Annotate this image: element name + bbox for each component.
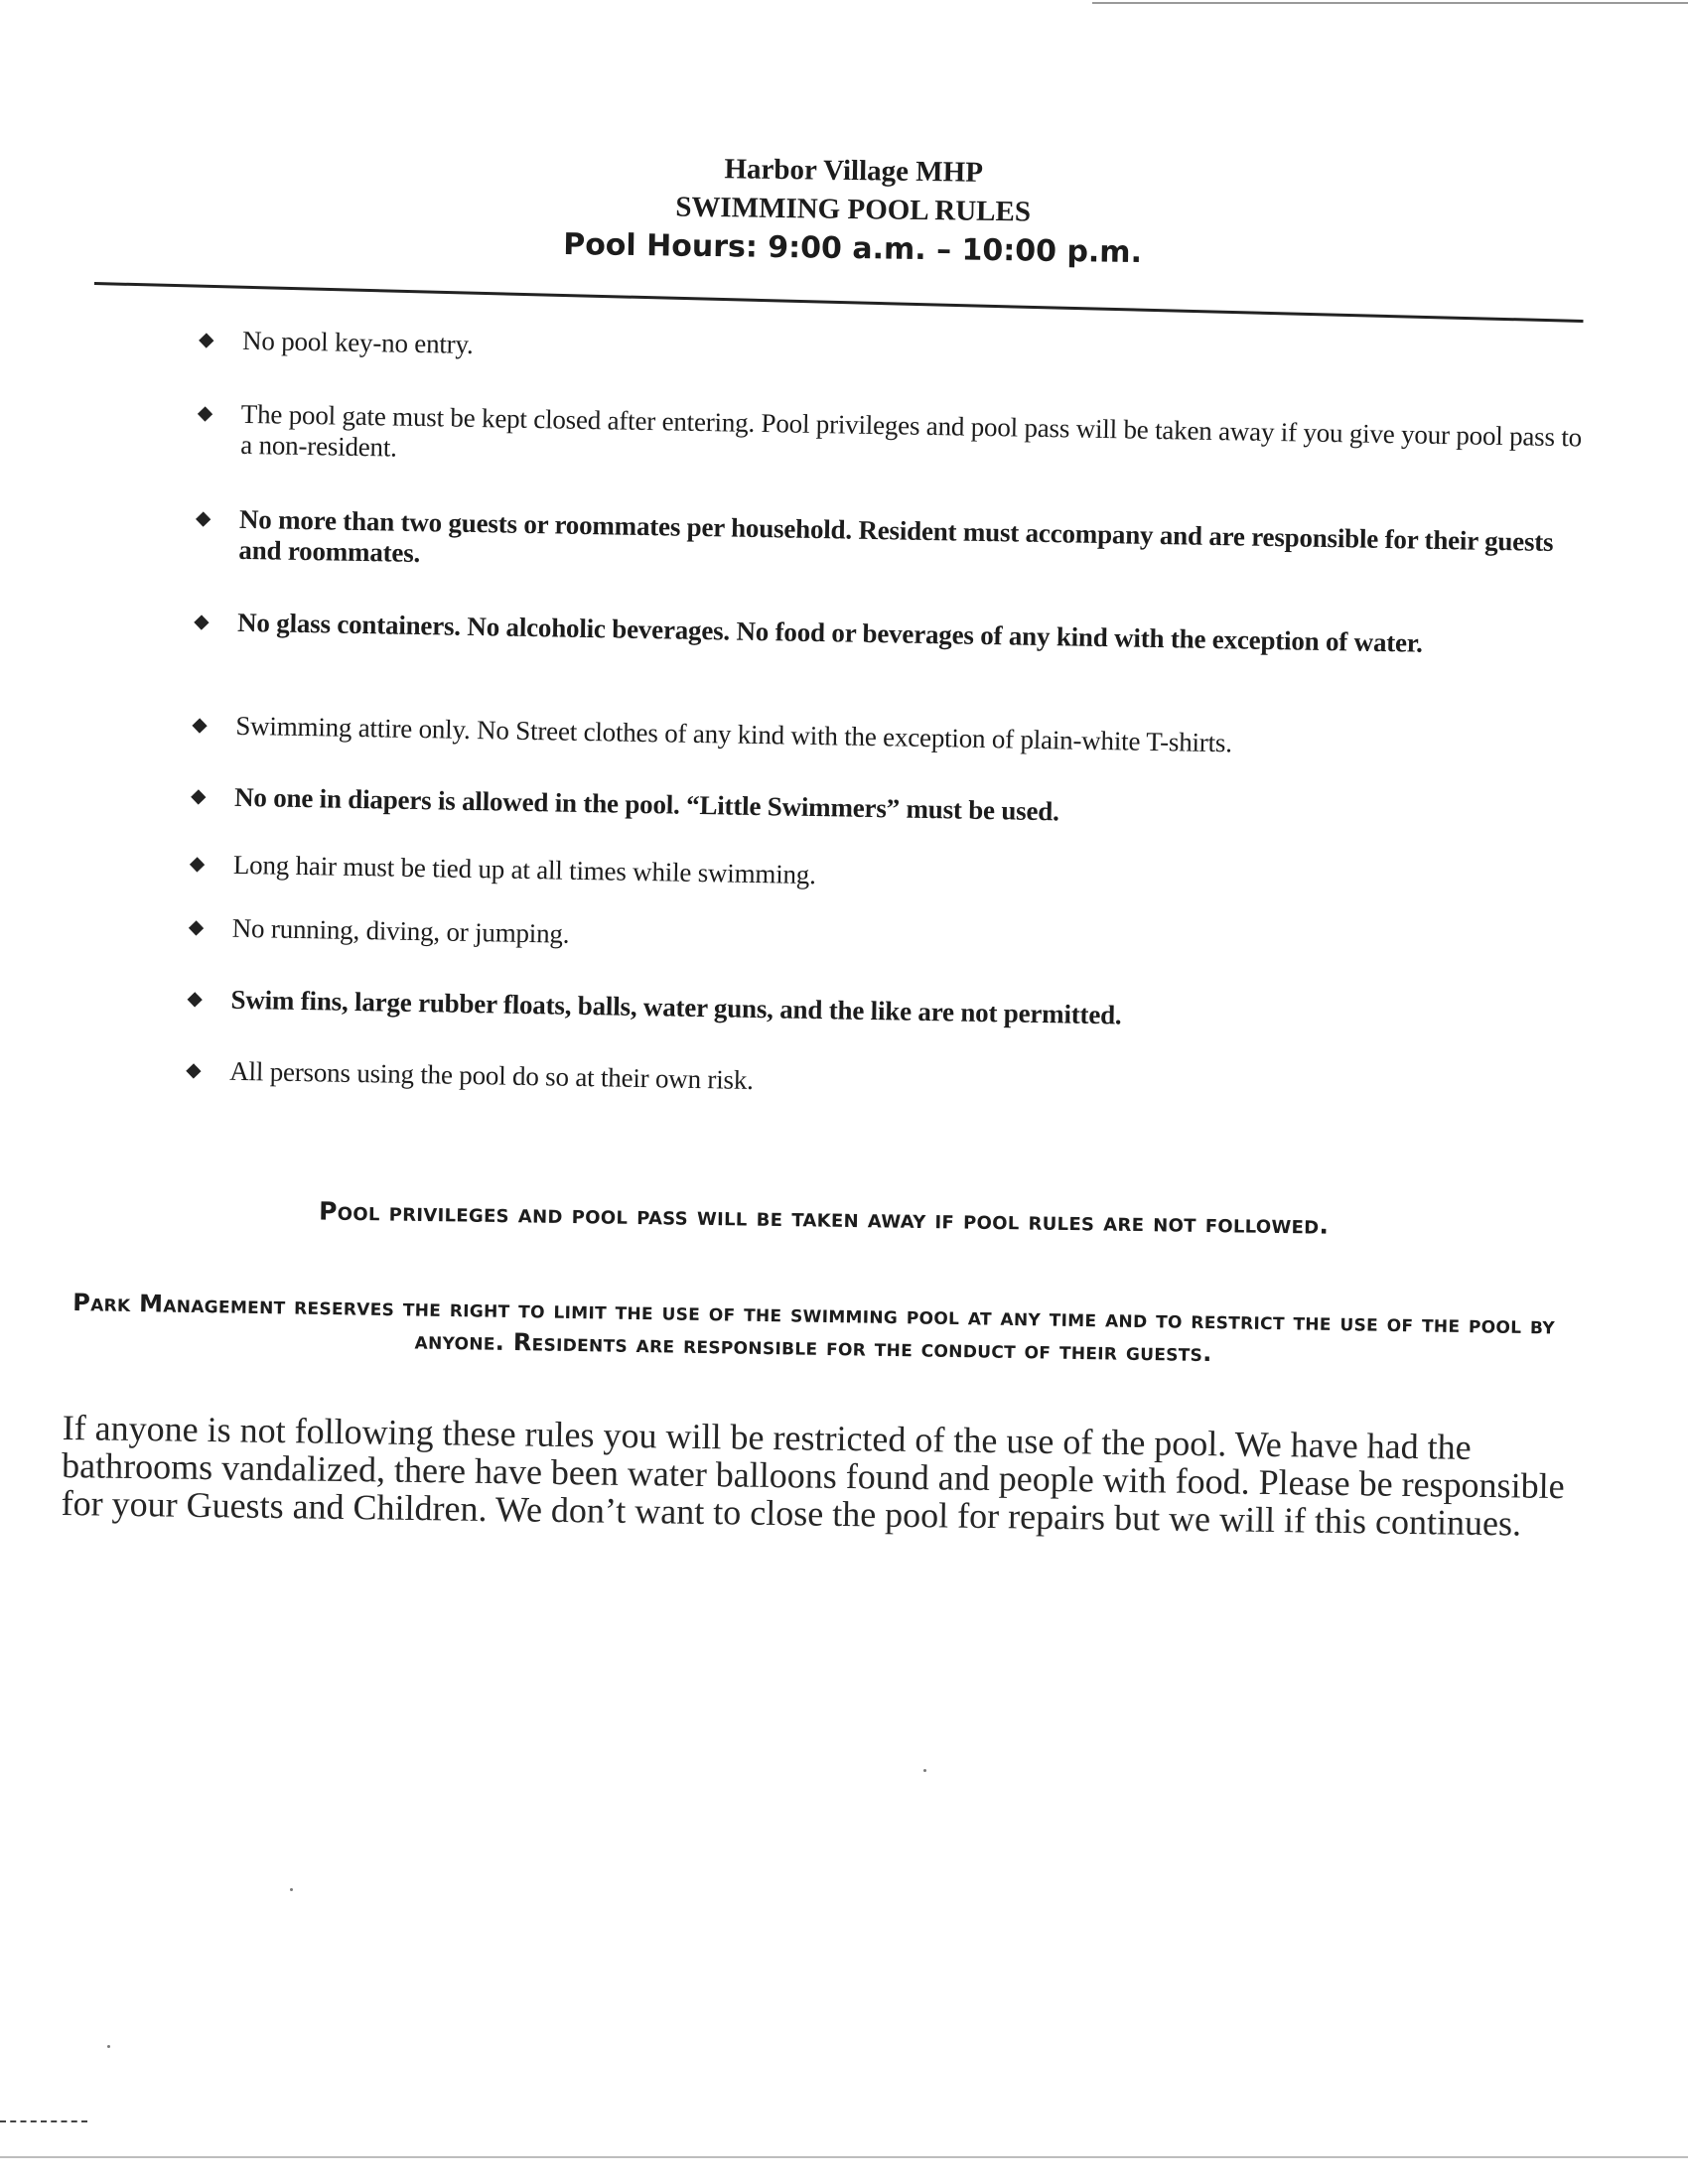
scan-edge-line [1092, 2, 1688, 4]
diamond-bullet-icon: ◆ [195, 505, 211, 530]
rule-text: No one in diapers is allowed in the pool. “Little Swimmers” must be used. [233, 781, 1059, 827]
diamond-bullet-icon: ◆ [189, 851, 206, 876]
diamond-bullet-icon: ◆ [193, 609, 210, 633]
rule-item [194, 607, 1584, 661]
diamond-bullet-icon: ◆ [188, 914, 205, 939]
rule-item [195, 503, 1586, 589]
pool-hours: Pool Hours: 9:00 a.m. – 10:00 p.m. [562, 226, 1143, 271]
rule-item [199, 325, 1589, 379]
rule-text: Long hair must be tied up at all times while swimming. [232, 849, 816, 890]
scan-speck [923, 1769, 926, 1772]
rule-item [187, 984, 1577, 1038]
rule-text: Swimming attire only. No Street clothes of any kind with the exception of plain-white T-shirts. [235, 710, 1233, 758]
rule-text: All persons using the pool do so at their own risk. [229, 1055, 754, 1095]
rule-item [192, 710, 1582, 764]
diamond-bullet-icon: ◆ [187, 986, 204, 1011]
rule-text: Swim fins, large rubber floats, balls, water guns, and the like are not permitted. [230, 984, 1122, 1030]
document-title: SWIMMING POOL RULES [675, 191, 1032, 228]
rule-text: The pool gate must be kept closed after entering. Pool privileges and pool pass will be taken away if you give your pool pass to a non-resident. [240, 398, 1583, 463]
margin-mark [0, 2120, 87, 2122]
park-name: Harbor Village MHP [724, 153, 984, 189]
rule-text: No glass containers. No alcoholic beverages. No food or beverages of any kind with the exception of water. [236, 607, 1423, 658]
closing-paragraph: If anyone is not following these rules you will be restricted of the use of the pool. We have had the bathrooms vandalized, there have been water balloons found and people with food. Please be responsible for your Guests and Children. We don’t want to close the pool for repairs but we will if this continues. [61, 1408, 1565, 1544]
rule-text: No running, diving, or jumping. [231, 912, 570, 949]
rule-item [186, 1055, 1576, 1110]
diamond-bullet-icon: ◆ [197, 400, 213, 425]
diamond-bullet-icon: ◆ [190, 783, 207, 808]
rule-item [197, 398, 1588, 483]
scan-edge-line [0, 2156, 1688, 2158]
rule-item [189, 912, 1579, 967]
diamond-bullet-icon: ◆ [192, 712, 208, 737]
diamond-bullet-icon: ◆ [198, 327, 214, 351]
scan-speck [107, 2045, 110, 2048]
scan-speck [290, 1888, 293, 1891]
privileges-notice: Pool privileges and pool pass will be taken away if pool rules are not followed. [318, 1196, 1330, 1240]
rule-text: No pool key-no entry. [241, 325, 474, 359]
rule-item [191, 781, 1581, 836]
diamond-bullet-icon: ◆ [186, 1057, 202, 1082]
rule-item [190, 849, 1580, 903]
rule-text: No more than two guests or roommates per household. Resident must accompany and are responsible for their guests and roommates. [238, 503, 1554, 569]
management-notice: Park Management reserves the right to limit the use of the swimming pool at any time and to restrict the use of the pool by anyone. Residents are responsible for the conduct of their guests. [72, 1289, 1556, 1368]
